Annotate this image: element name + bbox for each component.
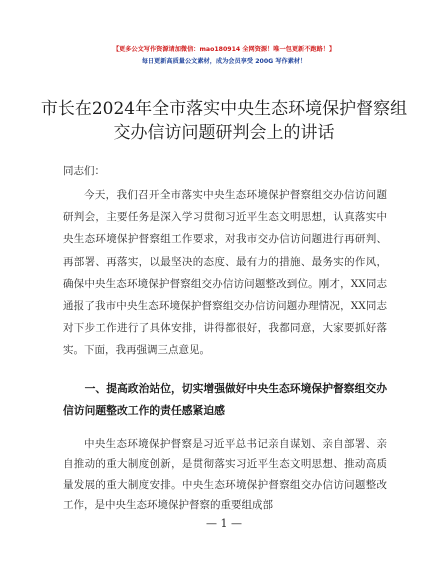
page-number: — 1 — — [206, 517, 242, 530]
promo-banner-line-2: 每日更新高质量公文素材，成为会员享受 200G 写作素材！ — [141, 58, 307, 65]
body-paragraph-1: 今天，我们召开全市落实中央生态环境保护督察组交办信访问题研判会，主要任务是深入学习贯彻习近平生态文明思想，认真落实中央生态环境保护督察组工作要求，对我市交办信访问题进行再研判、再部署、再落实，以最坚决的态度、最有力的措施、最务实的作风，确保中央生态环境保护督察组交办信访问题整改到位。刚才，XX同志通报了我市中央生态环境保护督察组交办信访问题办理情况，XX同志对下步工作进行了具体安排，讲得都很好，我都同意，大家要抓好落实。下面，我再强调三点意见。 — [63, 189, 387, 357]
section-heading-1: 一、提高政治站位，切实增强做好中央生态环境保护督察组交办信访问题整改工作的责任感紧迫感 — [63, 382, 387, 417]
document-title: 市长在2024年全市落实中央生态环境保护督察组交办信访问题研判会上的讲话 — [40, 99, 408, 143]
salutation: 同志们： — [63, 165, 105, 177]
promo-banner-line-1: 【更多公文写作资源请加微信：mao180914 全网资源！唯一包更新不跑路！】 — [112, 46, 336, 53]
body-paragraph-2: 中央生态环境保护督察是习近平总书记亲自谋划、亲自部署、亲自推动的重大制度创新，是贯彻落实习近平生态文明思想、推动高质量发展的重大制度安排。中央生态环境保护督察组交办信访问题整改工作，是中央生态环境保护督察的重要组成部 — [63, 438, 387, 512]
